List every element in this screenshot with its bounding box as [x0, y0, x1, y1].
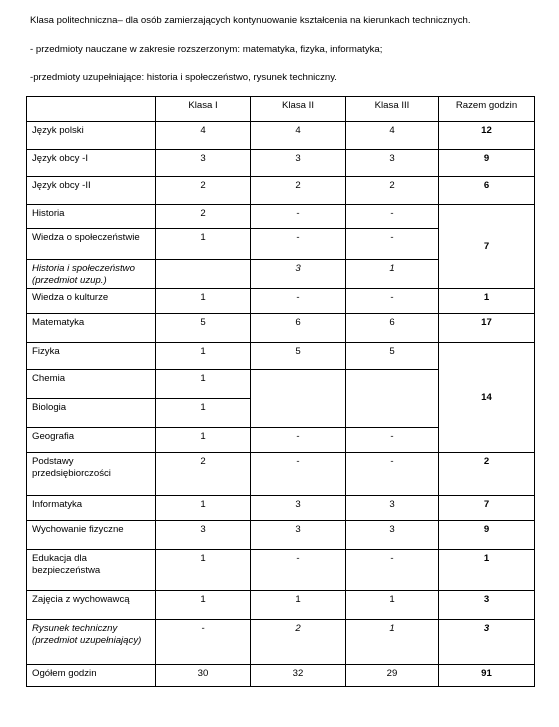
klasa-2-cell: - — [251, 428, 346, 453]
subject-cell: Fizyka — [27, 343, 156, 370]
klasa-1-cell: 30 — [156, 665, 251, 687]
total-cell-science-group: 14 — [439, 343, 535, 453]
subject-cell: Ogółem godzin — [27, 665, 156, 687]
table-row — [27, 521, 535, 550]
total-cell: 7 — [439, 496, 535, 521]
klasa-2-cell: - — [251, 205, 346, 229]
total-cell: 1 — [439, 289, 535, 314]
klasa-2-cell: 2 — [251, 620, 346, 665]
subject-cell: Zajęcia z wychowawcą — [27, 591, 156, 620]
subject-cell: Wiedza o społeczeństwie — [27, 229, 156, 260]
table-row — [27, 289, 535, 314]
header-klasa-2: Klasa II — [251, 97, 346, 122]
table-row — [27, 343, 535, 370]
table-row — [27, 205, 535, 229]
klasa-3-cell: - — [346, 428, 439, 453]
klasa-3-cell: 3 — [346, 521, 439, 550]
klasa-3-cell: 4 — [346, 122, 439, 150]
klasa-1-cell: 1 — [156, 229, 251, 260]
klasa-2-cell: 1 — [251, 591, 346, 620]
klasa-3-cell: 29 — [346, 665, 439, 687]
klasa-1-cell: 2 — [156, 205, 251, 229]
klasa-2-cell: 3 — [251, 496, 346, 521]
table-row — [27, 550, 535, 591]
klasa-2-cell: - — [251, 289, 346, 314]
subject-cell: Matematyka — [27, 314, 156, 343]
table-row — [27, 314, 535, 343]
klasa-2-cell — [251, 370, 346, 428]
subject-cell: Wiedza o kulturze — [27, 289, 156, 314]
total-cell: 2 — [439, 453, 535, 496]
subject-cell: Podstawy przedsiębiorczości — [27, 453, 156, 496]
hours-table — [26, 96, 535, 687]
subject-cell: Informatyka — [27, 496, 156, 521]
klasa-1-cell: - — [156, 620, 251, 665]
klasa-2-cell: 3 — [251, 260, 346, 289]
intro-line-2: - przedmioty nauczane w zakresie rozszerzonym: matematyka, fizyka, informatyka; — [30, 44, 383, 55]
klasa-2-cell: 4 — [251, 122, 346, 150]
total-cell: 3 — [439, 620, 535, 665]
klasa-2-cell: 2 — [251, 177, 346, 205]
klasa-2-cell: - — [251, 229, 346, 260]
klasa-1-cell: 1 — [156, 496, 251, 521]
subject-cell: Rysunek techniczny (przedmiot uzupełniający) — [27, 620, 156, 665]
klasa-1-cell — [156, 260, 251, 289]
klasa-1-cell: 1 — [156, 289, 251, 314]
klasa-3-cell: - — [346, 229, 439, 260]
klasa-1-cell: 5 — [156, 314, 251, 343]
subject-cell: Biologia — [27, 399, 156, 428]
table-header-row — [27, 97, 535, 122]
klasa-1-cell: 3 — [156, 150, 251, 177]
table-row — [27, 453, 535, 496]
total-cell: 91 — [439, 665, 535, 687]
klasa-3-cell: 3 — [346, 150, 439, 177]
klasa-1-cell: 1 — [156, 428, 251, 453]
klasa-1-cell: 1 — [156, 591, 251, 620]
total-cell: 9 — [439, 150, 535, 177]
klasa-3-cell: - — [346, 550, 439, 591]
intro-line-1: Klasa politechniczna– dla osób zamierzających kontynuowanie kształcenia na kierunkach technicznych. — [30, 15, 471, 26]
total-cell: 17 — [439, 314, 535, 343]
table-total-row — [27, 665, 535, 687]
subject-cell: Edukacja dla bezpieczeństwa — [27, 550, 156, 591]
total-cell: 3 — [439, 591, 535, 620]
klasa-1-cell: 4 — [156, 122, 251, 150]
klasa-1-cell: 1 — [156, 399, 251, 428]
klasa-3-cell: 1 — [346, 620, 439, 665]
table-row — [27, 177, 535, 205]
total-cell: 1 — [439, 550, 535, 591]
klasa-1-cell: 2 — [156, 177, 251, 205]
header-total: Razem godzin — [439, 97, 535, 122]
klasa-1-cell: 1 — [156, 550, 251, 591]
klasa-3-cell: 5 — [346, 343, 439, 370]
klasa-3-cell: 2 — [346, 177, 439, 205]
klasa-3-cell: 1 — [346, 591, 439, 620]
total-cell: 9 — [439, 521, 535, 550]
klasa-3-cell: 3 — [346, 496, 439, 521]
klasa-2-cell: 6 — [251, 314, 346, 343]
total-cell: 12 — [439, 122, 535, 150]
klasa-1-cell: 2 — [156, 453, 251, 496]
intro-line-3: -przedmioty uzupełniające: historia i społeczeństwo, rysunek techniczny. — [30, 72, 337, 83]
klasa-2-cell: 32 — [251, 665, 346, 687]
klasa-3-cell: - — [346, 289, 439, 314]
klasa-1-cell: 3 — [156, 521, 251, 550]
klasa-3-cell: 1 — [346, 260, 439, 289]
header-subject — [27, 97, 156, 122]
subject-cell: Geografia — [27, 428, 156, 453]
subject-cell: Historia — [27, 205, 156, 229]
klasa-2-cell: 3 — [251, 521, 346, 550]
table-row — [27, 496, 535, 521]
table-row — [27, 122, 535, 150]
subject-cell: Historia i społeczeństwo (przedmiot uzup.) — [27, 260, 156, 289]
header-klasa-3: Klasa III — [346, 97, 439, 122]
klasa-1-cell: 1 — [156, 343, 251, 370]
klasa-3-cell — [346, 370, 439, 428]
klasa-3-cell: - — [346, 205, 439, 229]
total-cell: 6 — [439, 177, 535, 205]
subject-cell: Wychowanie fizyczne — [27, 521, 156, 550]
klasa-3-cell: - — [346, 453, 439, 496]
header-klasa-1: Klasa I — [156, 97, 251, 122]
table-row — [27, 591, 535, 620]
subject-cell: Chemia — [27, 370, 156, 399]
klasa-3-cell: 6 — [346, 314, 439, 343]
subject-cell: Język polski — [27, 122, 156, 150]
total-cell-history-group: 7 — [439, 205, 535, 289]
table-row — [27, 620, 535, 665]
klasa-2-cell: - — [251, 550, 346, 591]
klasa-1-cell: 1 — [156, 370, 251, 399]
table-row — [27, 150, 535, 177]
klasa-2-cell: - — [251, 453, 346, 496]
subject-cell: Język obcy -II — [27, 177, 156, 205]
klasa-2-cell: 5 — [251, 343, 346, 370]
klasa-2-cell: 3 — [251, 150, 346, 177]
subject-cell: Język obcy -I — [27, 150, 156, 177]
